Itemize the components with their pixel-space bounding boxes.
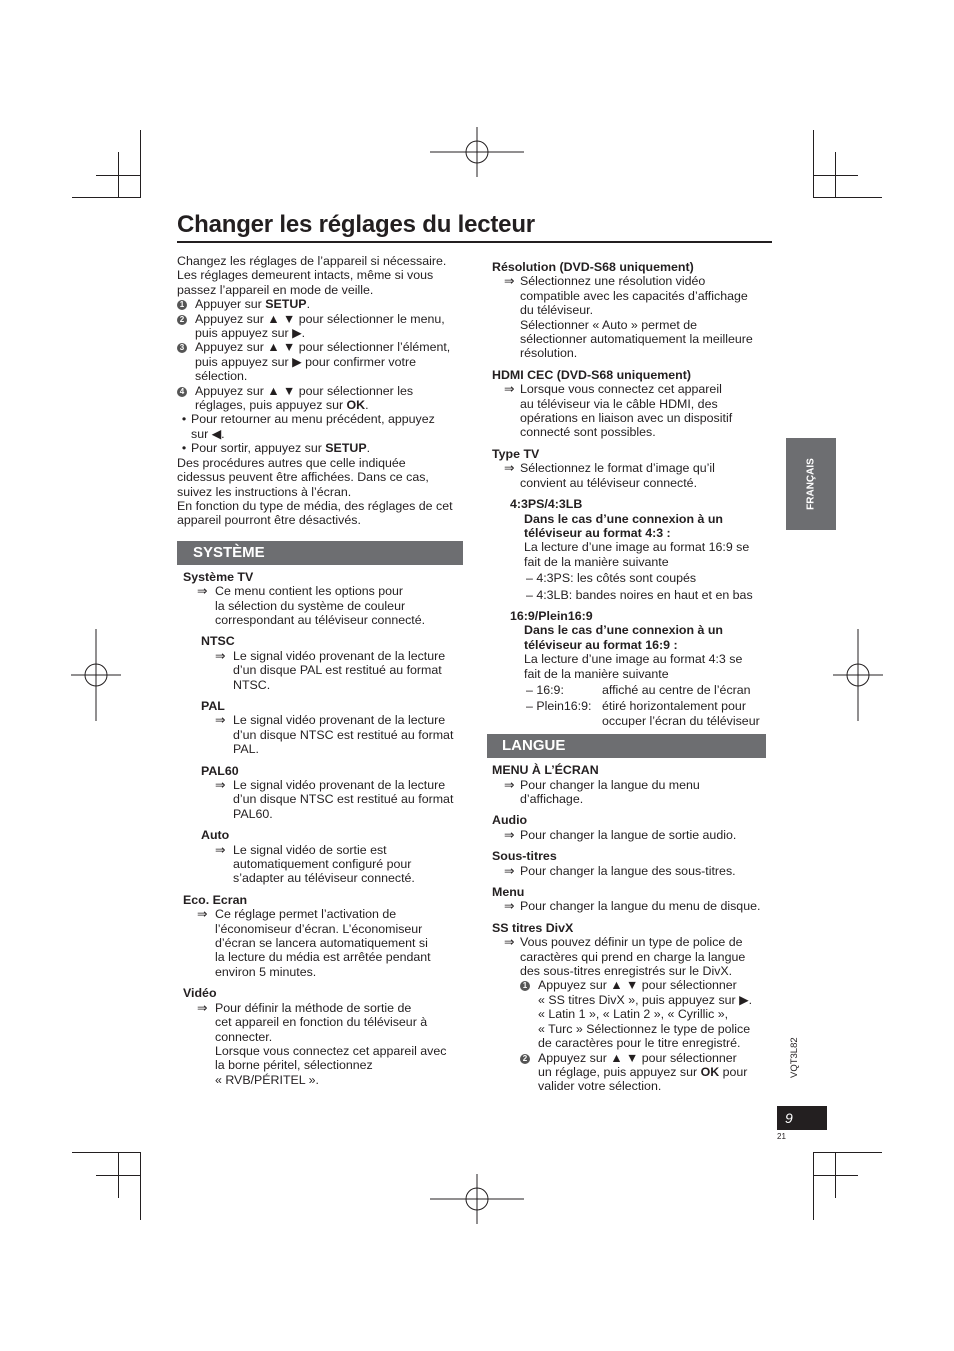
language-tab: FRANÇAIS bbox=[786, 438, 836, 530]
term-menu: Menu bbox=[492, 885, 525, 900]
crop-mark bbox=[813, 1152, 882, 1153]
document-code: VQT3L82 bbox=[789, 1037, 800, 1078]
term-ntsc: NTSC bbox=[201, 634, 235, 649]
crop-mark bbox=[140, 1152, 141, 1220]
crop-mark bbox=[813, 1175, 858, 1176]
left-column bbox=[177, 254, 467, 1087]
desc-systeme-tv: ⇒ Ce menu contient les options pour la sélection du système de couleur correspondant au téléviseur connecté. bbox=[197, 584, 426, 627]
desc-169: La lecture d’une image au format 4:3 se fait de la manière suivante bbox=[524, 652, 743, 681]
step-number-badge: 4 bbox=[177, 387, 187, 397]
desc-43: La lecture d’une image au format 16:9 se fait de la manière suivante bbox=[524, 540, 750, 569]
crop-mark bbox=[140, 130, 141, 198]
step-4: 4 Appuyez sur ▲ ▼ pour sélectionner les réglages, puis appuyez sur OK. bbox=[177, 384, 467, 413]
option-43lb: – 4:3LB: bandes noires en haut et en bas bbox=[526, 587, 753, 602]
divx-step-2: 2 Appuyez sur ▲ ▼ pour sélectionner un réglage, puis appuyez sur OK pour valider votre sélection. bbox=[492, 1051, 774, 1094]
desc-auto: ⇒ Le signal vidéo de sortie est automatiquement configuré pour s’adapter au téléviseur connecté. bbox=[215, 842, 415, 886]
term-hdmi-cec: HDMI CEC (DVD-S68 uniquement) bbox=[492, 367, 691, 382]
page-number: 9 bbox=[777, 1106, 827, 1130]
divx-step-1: 1 Appuyez sur ▲ ▼ pour sélectionner « SS titres DivX », puis appuyez sur ▶. « Latin 1 », « Latin 2 », « Cyrillic », « Turc » Sélectionnez le type de police de caractères pour le titre enregistré. bbox=[492, 978, 774, 1050]
desc-menu: ⇒ Pour changer la langue du menu de disque. bbox=[504, 899, 761, 914]
crop-mark bbox=[813, 130, 814, 198]
crop-mark bbox=[813, 175, 858, 176]
crop-mark bbox=[72, 197, 141, 198]
intro-line: Changez les réglages de l’appareil si nécessaire. bbox=[177, 254, 447, 268]
desc-hdmi-cec: ⇒ Lorsque vous connectez cet appareil au téléviseur via le câble HDMI, des opérations en liaison avec un dispositif connecté sont possibles. bbox=[504, 382, 733, 440]
registration-mark-left bbox=[71, 629, 121, 721]
term-audio: Audio bbox=[492, 813, 528, 828]
desc-pal: ⇒ Le signal vidéo provenant de la lecture d’un disque NTSC est restitué au format PAL. bbox=[215, 713, 454, 757]
term-auto: Auto bbox=[201, 828, 230, 843]
term-43: 4:3PS/4:3LB bbox=[510, 497, 583, 512]
outro-line: Des procédures autres que celle indiquée bbox=[177, 455, 406, 470]
page-title: Changer les réglages du lecteur bbox=[177, 211, 535, 238]
term-systeme-tv: Système TV bbox=[183, 569, 254, 584]
desc-type-tv: ⇒ Sélectionnez le format d’image qu’il convient au téléviseur connecté. bbox=[504, 461, 715, 490]
small-page-number: 21 bbox=[777, 1132, 786, 1141]
intro-line: passez l’appareil en mode de veille. bbox=[177, 282, 374, 297]
desc-video: ⇒ Pour définir la méthode de sortie de cet appareil en fonction du téléviseur à connecter. Lorsque vous connectez cet appareil avec la borne péritel, sélectionnez « RVB/PÉRITEL ». bbox=[197, 1000, 447, 1087]
desc-ss-titres-divx: ⇒ Vous pouvez définir un type de police de caractères qui prend en charge la langue des sous-titres enregistrés sur le DivX. bbox=[504, 935, 746, 979]
outro-line: suivez les instructions à l’écran. bbox=[177, 484, 352, 499]
option-169: – 16:9: affiché au centre de l’écran bbox=[526, 682, 751, 697]
step-number-badge: 3 bbox=[177, 343, 187, 353]
outro-line: En fonction du type de média, des réglages de cet bbox=[177, 498, 453, 513]
term-sous-titres: Sous-titres bbox=[492, 849, 557, 864]
step-number-badge: 1 bbox=[177, 300, 187, 310]
step-1: 1 Appuyer sur SETUP. bbox=[177, 297, 467, 311]
title-rule bbox=[177, 241, 772, 243]
bullet-exit: • Pour sortir, appuyez sur SETUP. bbox=[181, 441, 371, 456]
registration-mark-bottom bbox=[430, 1174, 524, 1224]
term-pal60: PAL60 bbox=[201, 763, 239, 778]
option-43ps: – 4:3PS: les côtés sont coupés bbox=[526, 571, 697, 586]
step-3: 3 Appuyez sur ▲ ▼ pour sélectionner l’élément, puis appuyez sur ▶ pour confirmer votre sélection. bbox=[177, 340, 467, 383]
term-resolution: Résolution (DVD-S68 uniquement) bbox=[492, 260, 694, 274]
step-number-badge: 2 bbox=[520, 1054, 530, 1064]
term-video: Vidéo bbox=[183, 986, 217, 1001]
section-header-langue: LANGUE bbox=[487, 734, 766, 758]
step-number-badge: 1 bbox=[520, 981, 530, 991]
option-plein169: – Plein16:9: étiré horizontalement pour occuper l’écran du téléviseur bbox=[526, 699, 760, 728]
term-169: 16:9/Plein16:9 bbox=[510, 608, 593, 623]
desc-ntsc: ⇒ Le signal vidéo provenant de la lecture d’un disque PAL est restitué au format NTSC. bbox=[215, 648, 446, 692]
crop-mark bbox=[96, 1175, 141, 1176]
crop-mark bbox=[813, 197, 882, 198]
desc-eco-ecran: ⇒ Ce réglage permet l’activation de l’économiseur d’écran. L’économiseur d’écran se lancera automatiquement si la lecture du média est arrêtée pendant environ 5 minutes. bbox=[197, 907, 431, 979]
desc-pal60: ⇒ Le signal vidéo provenant de la lecture d’un disque NTSC est restitué au format PAL60. bbox=[215, 778, 454, 821]
intro-line: Les réglages demeurent intacts, même si vous bbox=[177, 268, 434, 283]
desc-sous-titres: ⇒ Pour changer la langue des sous-titres. bbox=[504, 863, 736, 878]
term-ss-titres-divx: SS titres DivX bbox=[492, 920, 574, 935]
outro-line: appareil pourront être désactivés. bbox=[177, 513, 361, 528]
condition-43: Dans le cas d’une connexion à un téléviseur au format 4:3 : bbox=[524, 511, 723, 540]
step-number-badge: 2 bbox=[177, 315, 187, 325]
step-2: 2 Appuyez sur ▲ ▼ pour sélectionner le menu, puis appuyez sur ▶. bbox=[177, 312, 467, 341]
term-type-tv: Type TV bbox=[492, 446, 540, 461]
term-menu-ecran: MENU À L’ÉCRAN bbox=[492, 763, 599, 778]
condition-169: Dans le cas d’une connexion à un téléviseur au format 16:9 : bbox=[524, 623, 723, 652]
right-column bbox=[492, 260, 774, 1094]
registration-mark-right bbox=[833, 629, 883, 721]
term-pal: PAL bbox=[201, 698, 225, 713]
desc-resolution: ⇒ Sélectionnez une résolution vidéo compatible avec les capacités d’affichage du téléviseur. Sélectionner « Auto » permet de sélectionner automatiquement la meilleure résolution. bbox=[504, 274, 753, 361]
bullet-return: • Pour retourner au menu précédent, appuyez sur ◀. bbox=[181, 412, 435, 441]
registration-mark-top bbox=[430, 127, 524, 177]
crop-mark bbox=[813, 1152, 814, 1220]
desc-menu-ecran: ⇒ Pour changer la langue du menu d’affichage. bbox=[504, 777, 700, 806]
term-eco-ecran: Eco. Ecran bbox=[183, 892, 248, 907]
outro-line: cidessus peuvent être affichées. Dans ce cas, bbox=[177, 470, 429, 485]
desc-audio: ⇒ Pour changer la langue de sortie audio. bbox=[504, 827, 737, 842]
crop-mark bbox=[72, 1152, 141, 1153]
crop-mark bbox=[96, 175, 141, 176]
section-header-systeme: SYSTÈME bbox=[177, 541, 463, 565]
